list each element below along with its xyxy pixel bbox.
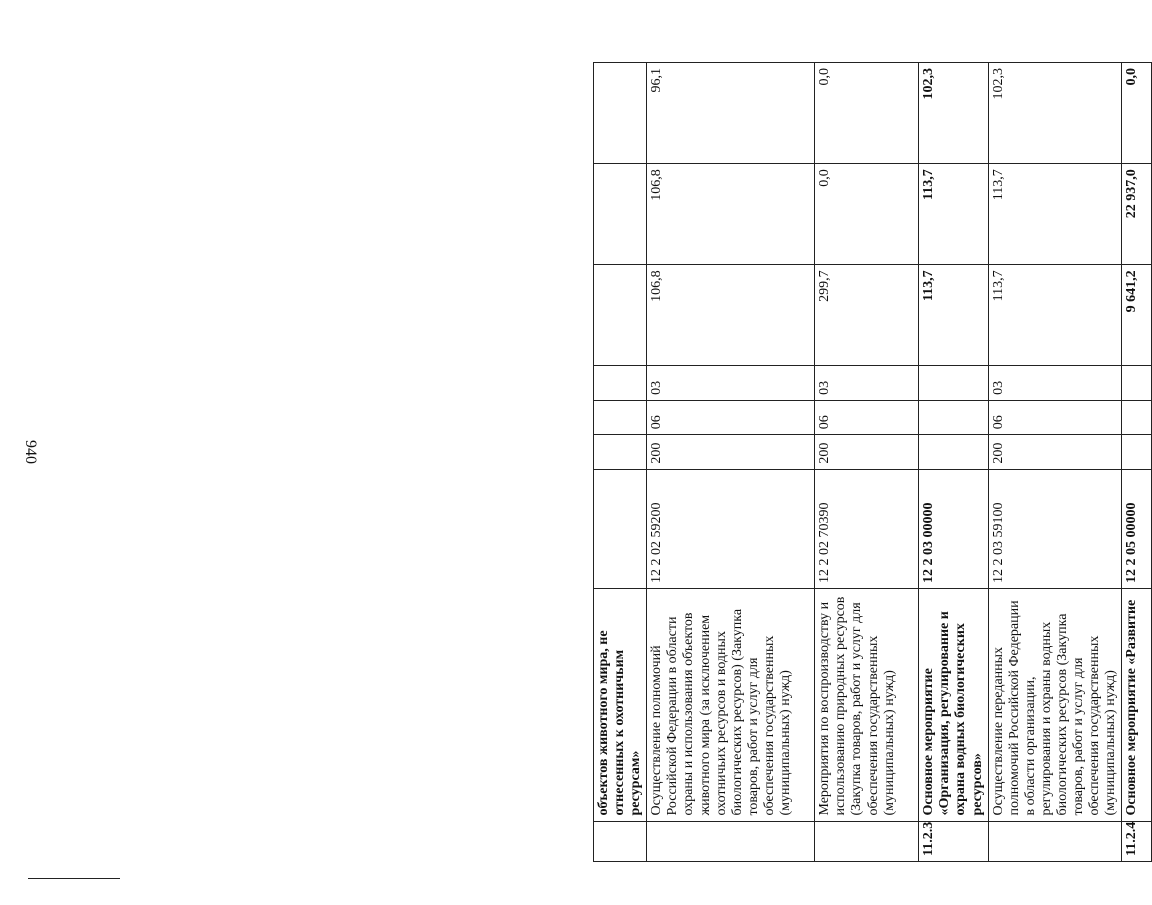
subsection-cell: 03 <box>815 366 919 400</box>
target-code-cell: 12 2 05 00000 <box>1122 469 1152 588</box>
amount-2-cell: 0,0 <box>815 164 919 265</box>
row-name-cell: объектов животного мира, не отнесенных к охотничьим ресурсам» <box>594 588 647 821</box>
subsection-cell <box>594 366 647 400</box>
row-name-cell: Основное мероприятие «Организация, регулирование и охрана водных биологических ресурсов» <box>919 588 988 821</box>
subsection-cell <box>919 366 988 400</box>
amount-2-cell: 22 937,0 <box>1122 164 1152 265</box>
row-name-cell: Осуществление полномочий Российской Федерации в области охраны и использования объектов животного мира (за исключением охотничьих ресурсов и водных биологических ресурсов) (Закупка товаров, работ и услуг для обеспечения государственных (муниципальных) нужд) <box>647 588 815 821</box>
section-cell: 06 <box>815 400 919 434</box>
row-number-cell: 11.2.3 <box>919 821 988 861</box>
amount-3-cell: 96,1 <box>647 63 815 164</box>
row-name-cell: Основное мероприятие «Развитие <box>1122 588 1152 821</box>
table-row <box>919 63 988 862</box>
amount-1-cell: 113,7 <box>988 265 1122 366</box>
target-code-cell: 12 2 02 59200 <box>647 469 815 588</box>
page-number: 940 <box>22 440 39 464</box>
table-row <box>1122 63 1152 862</box>
amount-1-cell: 299,7 <box>815 265 919 366</box>
amount-1-cell: 113,7 <box>919 265 988 366</box>
table-row <box>815 63 919 862</box>
section-cell <box>919 400 988 434</box>
table-row <box>594 63 647 862</box>
target-code-cell: 12 2 03 00000 <box>919 469 988 588</box>
amount-2-cell: 106,8 <box>647 164 815 265</box>
row-number-cell <box>647 821 815 861</box>
amount-1-cell: 106,8 <box>647 265 815 366</box>
subsection-cell: 03 <box>647 366 815 400</box>
target-code-cell: 12 2 03 59100 <box>988 469 1122 588</box>
row-number-cell <box>815 821 919 861</box>
subsection-cell <box>1122 366 1152 400</box>
row-number-cell <box>988 821 1122 861</box>
row-number-cell <box>594 821 647 861</box>
amount-2-cell: 113,7 <box>919 164 988 265</box>
amount-1-cell <box>594 265 647 366</box>
row-number-cell: 11.2.4 <box>1122 821 1152 861</box>
section-cell: 06 <box>647 400 815 434</box>
amount-1-cell: 9 641,2 <box>1122 265 1152 366</box>
amount-3-cell: 102,3 <box>988 63 1122 164</box>
amount-3-cell: 0,0 <box>1122 63 1152 164</box>
expense-type-cell: 200 <box>647 435 815 469</box>
row-name-cell: Осуществление переданных полномочий Российской Федерации в области организации, регулирования и охраны водных биологических ресурсов (Закупка товаров, работ и услуг для обеспечения государственных (муниципальных) нужд) <box>988 588 1122 821</box>
table-row <box>647 63 815 862</box>
expense-type-cell <box>594 435 647 469</box>
budget-table <box>593 62 1152 862</box>
section-cell: 06 <box>988 400 1122 434</box>
row-name-cell: Мероприятия по воспроизводству и использованию природных ресурсов (Закупка товаров, работ и услуг для обеспечения государственных (муниципальных) нужд) <box>815 588 919 821</box>
footnote-rule <box>28 878 120 879</box>
amount-3-cell <box>594 63 647 164</box>
subsection-cell: 03 <box>988 366 1122 400</box>
budget-table-rotated <box>593 62 1140 862</box>
table-body <box>594 63 1152 862</box>
amount-3-cell: 0,0 <box>815 63 919 164</box>
expense-type-cell: 200 <box>815 435 919 469</box>
expense-type-cell: 200 <box>988 435 1122 469</box>
amount-3-cell: 102,3 <box>919 63 988 164</box>
section-cell <box>594 400 647 434</box>
section-cell <box>1122 400 1152 434</box>
expense-type-cell <box>1122 435 1152 469</box>
amount-2-cell <box>594 164 647 265</box>
target-code-cell: 12 2 02 70390 <box>815 469 919 588</box>
amount-2-cell: 113,7 <box>988 164 1122 265</box>
table-row <box>988 63 1122 862</box>
target-code-cell <box>594 469 647 588</box>
expense-type-cell <box>919 435 988 469</box>
